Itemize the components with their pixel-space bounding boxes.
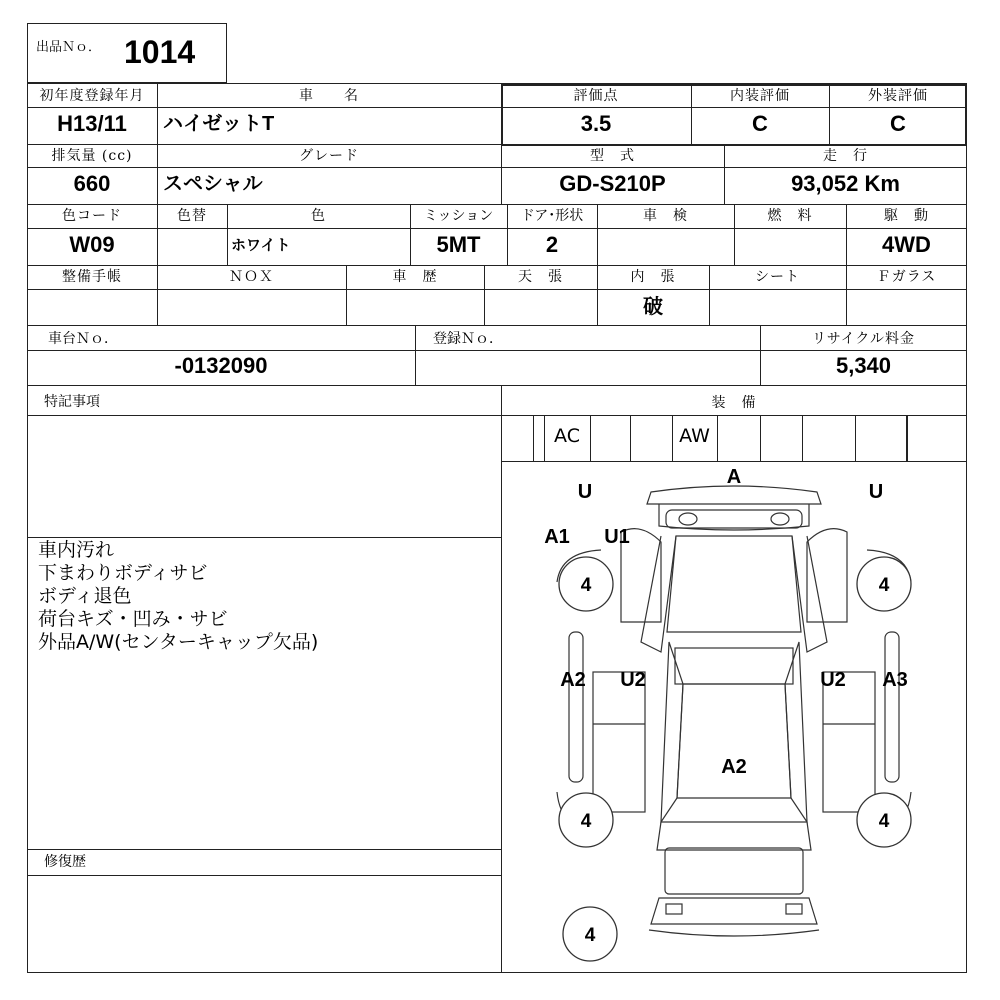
model-code: GD-S210P [559, 171, 666, 196]
reg-no-label: 登録Ｎｏ． [433, 331, 503, 347]
mileage: 93,052 Km [791, 171, 900, 196]
mark-a1: A1 [544, 526, 570, 548]
car-condition-diagram [501, 462, 967, 973]
notes-line-5: 外品A/W(センターキャップ欠品) [38, 631, 319, 653]
reg-year-label: 初年度登録年月 [39, 88, 145, 104]
equipment-ac: AC [554, 425, 580, 447]
chassis-number: -0132090 [174, 353, 268, 378]
score-label: 評価点 [573, 88, 619, 104]
seat-label: シート [755, 269, 800, 285]
maintenance-label: 整備手帳 [62, 269, 122, 285]
tire-rear-right: 4 [878, 811, 890, 832]
grade: スペシャル [163, 173, 263, 195]
mission: 5MT [436, 232, 481, 257]
color-code-label: 色コード [62, 208, 122, 224]
interior-trim: 破 [643, 294, 663, 318]
mark-top-right: U [868, 481, 884, 503]
car-name: ハイゼットT [163, 113, 275, 135]
recycle-fee: 5,340 [835, 353, 892, 378]
score: 3.5 [580, 111, 612, 136]
mark-bed: A2 [721, 756, 747, 778]
mark-u1: U1 [604, 526, 630, 548]
drive-label: 駆 動 [884, 208, 929, 224]
notes-label: 特記事項 [44, 394, 100, 410]
exterior-label: 外装評価 [868, 88, 928, 104]
history-label: 車 歴 [392, 269, 438, 285]
notes-line-2: 下まわりボディサビ [38, 562, 208, 584]
mission-label: ミッション [423, 208, 494, 224]
tire-spare: 4 [584, 925, 596, 946]
fglass-label: Ｆガラス [876, 269, 937, 285]
exterior-grade: C [890, 111, 906, 136]
notes-line-3: ボディ退色 [38, 585, 132, 607]
model-label: 型 式 [590, 148, 635, 164]
mark-top-left: U [577, 481, 593, 503]
door: 2 [545, 232, 559, 257]
color-label: 色 [311, 208, 326, 224]
lot-number-label: 出品Ｎｏ． [36, 40, 102, 55]
displacement: 660 [73, 171, 111, 196]
equipment-aw: AW [679, 425, 710, 447]
interior-label: 内装評価 [730, 88, 790, 104]
tire-front-right: 4 [878, 575, 890, 596]
lot-number: 1014 [124, 34, 196, 70]
grade-label: グレード [299, 148, 359, 164]
color-code: W09 [69, 232, 115, 257]
equipment-label: 装 備 [711, 395, 757, 411]
mark-right-inner: U2 [820, 669, 846, 691]
notes-line-1: 車内汚れ [38, 539, 115, 561]
reg-year: H13/11 [57, 111, 127, 136]
color-change-label: 色替 [177, 208, 207, 224]
interior-grade: C [752, 111, 768, 136]
notes-line-4: 荷台キズ・凹み・サビ [38, 608, 228, 630]
inspection-label: 車 検 [643, 208, 688, 224]
tire-front-left: 4 [580, 575, 592, 596]
displacement-label: 排気量 (cc) [51, 148, 133, 164]
mark-front-center: A [726, 466, 742, 488]
drive: 4WD [882, 232, 931, 257]
mark-left-inner: U2 [620, 669, 646, 691]
mark-right-side: A3 [882, 669, 908, 691]
fuel-label: 燃 料 [767, 208, 813, 224]
interior-trim-label: 内 張 [630, 269, 676, 285]
roof-label: 天 張 [518, 269, 563, 285]
repair-label: 修復歴 [44, 854, 86, 870]
car-name-label: 車 名 [299, 88, 359, 104]
recycle-label: リサイクル料金 [811, 331, 916, 347]
chassis-label: 車台Ｎｏ． [48, 331, 118, 347]
color: ホワイト [231, 236, 291, 254]
nox-label: ＮＯＸ [229, 269, 274, 285]
door-label: ドア･形状 [520, 208, 584, 224]
mileage-label: 走 行 [823, 148, 868, 164]
tire-rear-left: 4 [580, 811, 592, 832]
mark-left-side: A2 [560, 669, 586, 691]
